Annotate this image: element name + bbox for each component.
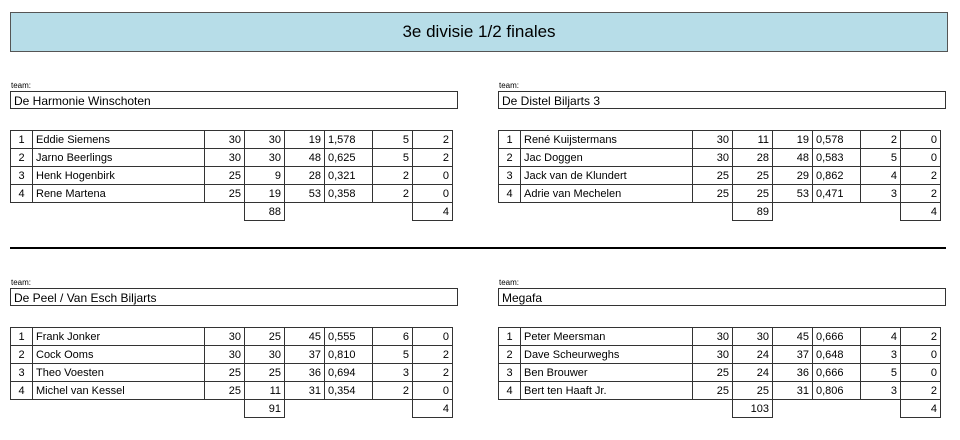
player-highest-series: 6 (373, 328, 413, 346)
player-number: 3 (499, 167, 521, 185)
player-average: 0,666 (813, 364, 861, 382)
section-divider (10, 247, 946, 249)
team-name: De Harmonie Winschoten (10, 91, 458, 109)
player-scored: 28 (733, 149, 773, 167)
player-highest-series: 3 (861, 382, 901, 400)
player-points: 2 (901, 185, 941, 203)
player-number: 2 (499, 346, 521, 364)
table-row (499, 149, 941, 167)
player-average: 0,625 (325, 149, 373, 167)
player-turns: 31 (285, 382, 325, 400)
player-highest-series: 4 (861, 328, 901, 346)
player-scored: 11 (245, 382, 285, 400)
player-scored: 24 (733, 364, 773, 382)
player-highest-series: 3 (861, 185, 901, 203)
player-scored: 25 (245, 364, 285, 382)
table-row (499, 364, 941, 382)
player-name: Bert ten Haaft Jr. (521, 382, 693, 400)
player-highest-series: 5 (861, 364, 901, 382)
player-target: 25 (693, 382, 733, 400)
player-table (10, 327, 453, 418)
player-target: 30 (693, 328, 733, 346)
team-caption: team: (11, 278, 32, 287)
player-target: 25 (205, 167, 245, 185)
team-name: De Distel Biljarts 3 (498, 91, 946, 109)
player-average: 0,555 (325, 328, 373, 346)
player-points: 0 (413, 185, 453, 203)
player-average: 0,578 (813, 131, 861, 149)
player-name: Henk Hogenbirk (33, 167, 205, 185)
table-row (11, 149, 453, 167)
player-scored: 25 (245, 328, 285, 346)
player-highest-series: 2 (373, 185, 413, 203)
player-name: Jack van de Klundert (521, 167, 693, 185)
player-scored: 9 (245, 167, 285, 185)
totals-row (499, 203, 941, 221)
table-row (499, 346, 941, 364)
player-turns: 53 (285, 185, 325, 203)
player-points: 0 (901, 131, 941, 149)
player-scored: 24 (733, 346, 773, 364)
table-row (11, 382, 453, 400)
player-average: 0,471 (813, 185, 861, 203)
player-turns: 45 (285, 328, 325, 346)
player-average: 0,321 (325, 167, 373, 185)
player-name: Theo Voesten (33, 364, 205, 382)
player-target: 30 (693, 346, 733, 364)
player-turns: 19 (285, 131, 325, 149)
player-target: 25 (693, 364, 733, 382)
player-average: 0,358 (325, 185, 373, 203)
player-average: 0,648 (813, 346, 861, 364)
player-number: 2 (11, 149, 33, 167)
player-points: 0 (901, 149, 941, 167)
player-target: 25 (693, 167, 733, 185)
player-number: 3 (11, 167, 33, 185)
table-row (11, 167, 453, 185)
player-scored: 30 (245, 346, 285, 364)
player-scored: 25 (733, 382, 773, 400)
total-points: 4 (413, 400, 453, 418)
player-table (498, 327, 941, 418)
table-row (11, 328, 453, 346)
player-points: 0 (413, 382, 453, 400)
player-scored: 19 (245, 185, 285, 203)
player-turns: 53 (773, 185, 813, 203)
player-target: 30 (693, 131, 733, 149)
player-name: Dave Scheurweghs (521, 346, 693, 364)
team-panel-match1-left (10, 81, 458, 221)
table-row (11, 131, 453, 149)
player-highest-series: 4 (861, 167, 901, 185)
player-name: Cock Ooms (33, 346, 205, 364)
player-number: 1 (499, 328, 521, 346)
player-highest-series: 5 (373, 346, 413, 364)
player-average: 0,806 (813, 382, 861, 400)
player-target: 30 (205, 131, 245, 149)
player-points: 2 (413, 346, 453, 364)
player-number: 4 (11, 382, 33, 400)
team-panel-match2-right (498, 278, 946, 418)
player-turns: 28 (285, 167, 325, 185)
player-name: Michel van Kessel (33, 382, 205, 400)
player-name: Rene Martena (33, 185, 205, 203)
player-highest-series: 2 (861, 131, 901, 149)
player-scored: 11 (733, 131, 773, 149)
player-turns: 36 (773, 364, 813, 382)
total-points: 4 (901, 203, 941, 221)
table-row (499, 167, 941, 185)
player-highest-series: 3 (373, 364, 413, 382)
player-number: 1 (11, 131, 33, 149)
player-turns: 37 (773, 346, 813, 364)
total-scored: 89 (733, 203, 773, 221)
table-row (499, 185, 941, 203)
player-average: 0,810 (325, 346, 373, 364)
player-highest-series: 5 (373, 149, 413, 167)
player-average: 0,354 (325, 382, 373, 400)
total-scored: 88 (245, 203, 285, 221)
player-name: Jarno Beerlings (33, 149, 205, 167)
player-scored: 25 (733, 185, 773, 203)
player-name: Peter Meersman (521, 328, 693, 346)
table-row (499, 131, 941, 149)
player-turns: 48 (285, 149, 325, 167)
player-average: 0,862 (813, 167, 861, 185)
player-table (498, 130, 941, 221)
player-points: 0 (901, 346, 941, 364)
player-highest-series: 3 (861, 346, 901, 364)
team-caption: team: (499, 81, 520, 90)
player-points: 0 (901, 364, 941, 382)
player-target: 30 (693, 149, 733, 167)
player-points: 0 (413, 167, 453, 185)
team-name: Megafa (498, 288, 946, 306)
player-number: 4 (499, 185, 521, 203)
page-title: 3e divisie 1/2 finales (10, 12, 948, 52)
team-panel-match2-left (10, 278, 458, 418)
player-points: 2 (413, 149, 453, 167)
player-points: 2 (413, 131, 453, 149)
player-name: Adrie van Mechelen (521, 185, 693, 203)
player-name: Eddie Siemens (33, 131, 205, 149)
total-scored: 91 (245, 400, 285, 418)
player-points: 0 (413, 328, 453, 346)
player-turns: 29 (773, 167, 813, 185)
player-highest-series: 2 (373, 382, 413, 400)
total-points: 4 (413, 203, 453, 221)
player-turns: 37 (285, 346, 325, 364)
team-name: De Peel / Van Esch Biljarts (10, 288, 458, 306)
player-target: 25 (205, 185, 245, 203)
player-points: 2 (901, 167, 941, 185)
totals-row (11, 400, 453, 418)
player-name: Frank Jonker (33, 328, 205, 346)
player-scored: 30 (245, 131, 285, 149)
player-name: Jac Doggen (521, 149, 693, 167)
table-row (499, 328, 941, 346)
player-number: 1 (11, 328, 33, 346)
player-target: 30 (205, 346, 245, 364)
player-turns: 31 (773, 382, 813, 400)
player-highest-series: 5 (373, 131, 413, 149)
player-number: 3 (499, 364, 521, 382)
player-turns: 19 (773, 131, 813, 149)
player-scored: 30 (245, 149, 285, 167)
player-name: Ben Brouwer (521, 364, 693, 382)
table-row (11, 364, 453, 382)
player-target: 25 (205, 364, 245, 382)
player-points: 2 (901, 328, 941, 346)
player-average: 0,583 (813, 149, 861, 167)
player-highest-series: 5 (861, 149, 901, 167)
player-table (10, 130, 453, 221)
team-caption: team: (499, 278, 520, 287)
player-target: 30 (205, 328, 245, 346)
player-points: 2 (901, 382, 941, 400)
player-turns: 48 (773, 149, 813, 167)
player-highest-series: 2 (373, 167, 413, 185)
table-row (499, 382, 941, 400)
team-panel-match1-right (498, 81, 946, 221)
player-scored: 25 (733, 167, 773, 185)
player-target: 25 (693, 185, 733, 203)
player-number: 4 (499, 382, 521, 400)
total-scored: 103 (733, 400, 773, 418)
player-number: 4 (11, 185, 33, 203)
table-row (11, 346, 453, 364)
team-caption: team: (11, 81, 32, 90)
player-number: 3 (11, 364, 33, 382)
player-average: 0,694 (325, 364, 373, 382)
player-name: René Kuijstermans (521, 131, 693, 149)
player-target: 25 (205, 382, 245, 400)
totals-row (11, 203, 453, 221)
player-number: 2 (11, 346, 33, 364)
player-number: 1 (499, 131, 521, 149)
player-number: 2 (499, 149, 521, 167)
table-row (11, 185, 453, 203)
player-points: 2 (413, 364, 453, 382)
player-average: 0,666 (813, 328, 861, 346)
player-turns: 45 (773, 328, 813, 346)
total-points: 4 (901, 400, 941, 418)
totals-row (499, 400, 941, 418)
player-turns: 36 (285, 364, 325, 382)
player-scored: 30 (733, 328, 773, 346)
player-average: 1,578 (325, 131, 373, 149)
player-target: 30 (205, 149, 245, 167)
